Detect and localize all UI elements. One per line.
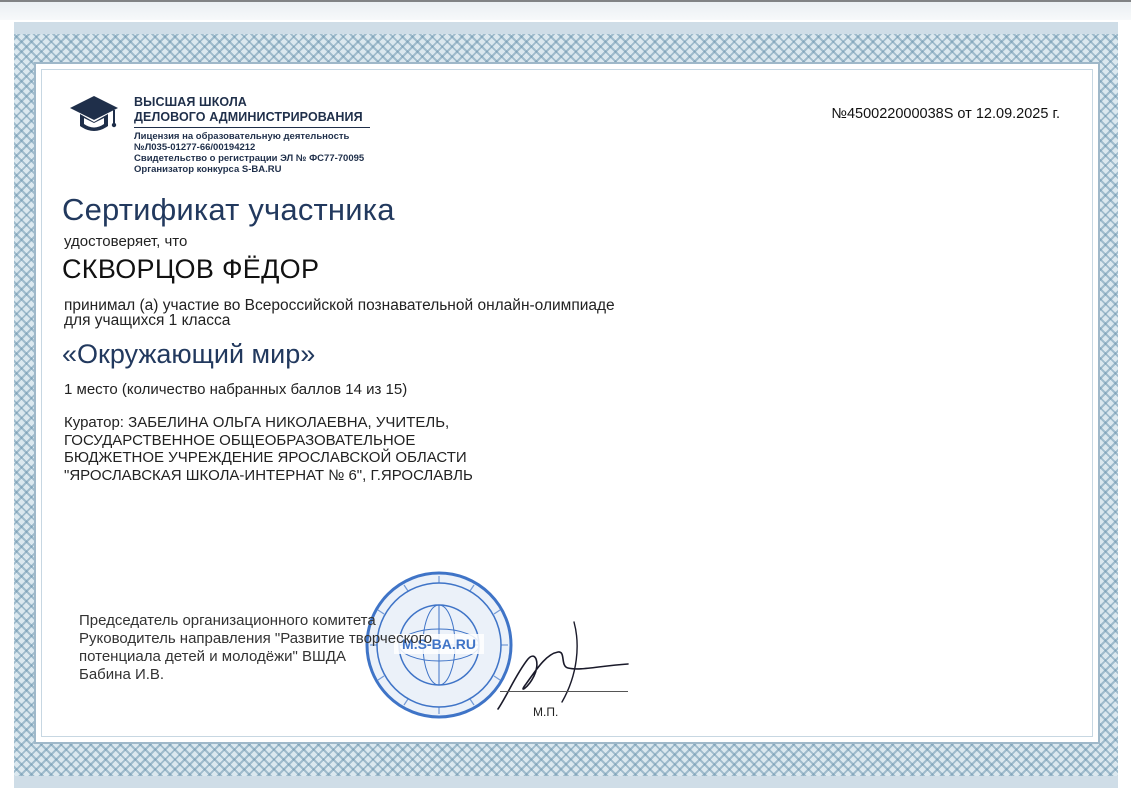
signer-name: Бабина И.В. — [79, 666, 165, 683]
certificate-number: №450022000038S от 12.09.2025 г. — [831, 106, 1060, 122]
signature-line — [500, 691, 628, 692]
signer-position: Председатель организационного комитета — [79, 612, 376, 629]
organizer-text: Организатор конкурса S-BA.RU — [134, 164, 282, 175]
curator-line: "ЯРОСЛАВСКАЯ ШКОЛА-ИНТЕРНАТ № 6", Г.ЯРОСЛАВЛЬ — [64, 466, 473, 484]
graduation-cap-icon — [68, 92, 120, 140]
seal-place-label: М.П. — [533, 705, 559, 719]
participation-line: принимал (а) участие во Всероссийской познавательной онлайн-олимпиаде — [64, 297, 615, 314]
curator-line: БЮДЖЕТНОЕ УЧРЕЖДЕНИЕ ЯРОСЛАВСКОЙ ОБЛАСТИ — [64, 449, 467, 466]
participation-line: для учащихся 1 класса — [64, 312, 231, 329]
organization-details — [134, 131, 364, 175]
certificate-title: Сертификат участника — [62, 192, 395, 227]
curator-line: ГОСУДАРСТВЕННОЕ ОБЩЕОБРАЗОВАТЕЛЬНОЕ — [64, 431, 416, 449]
handwritten-signature — [488, 614, 638, 724]
curator-line: Куратор: ЗАБЕЛИНА ОЛЬГА НИКОЛАЕВНА, УЧИТЕЛЬ, — [64, 414, 450, 431]
organization-name — [134, 95, 363, 125]
organization-name-line: ДЕЛОВОГО АДМИНИСТРИРОВАНИЯ — [134, 110, 363, 124]
license-number: №Л035-01277-66/00194212 — [134, 142, 256, 153]
organization-name-line: ВЫСШАЯ ШКОЛА — [134, 95, 247, 109]
scan-edge — [0, 0, 1131, 20]
signer-position: Руководитель направления "Развитие творческого — [79, 630, 433, 647]
participation-text — [64, 298, 824, 328]
stamp-text: M.S-BA.RU — [402, 636, 476, 652]
signer-position: потенциала детей и молодёжи" ВШДА — [79, 648, 346, 665]
frame-stripe-top — [14, 22, 1118, 34]
olympiad-subject: «Окружающий мир» — [62, 339, 316, 369]
participant-name: СКВОРЦОВ ФЁДОР — [62, 254, 320, 284]
license-text: Лицензия на образовательную деятельность — [134, 131, 350, 142]
organization-divider — [134, 127, 370, 128]
signer-block — [79, 612, 432, 684]
registration-text: Свидетельство о регистрации ЭЛ № ФС77-70095 — [134, 153, 365, 164]
curator-block — [64, 414, 624, 484]
frame-stripe-bottom — [14, 776, 1118, 788]
result-text: 1 место (количество набранных баллов 14 из 15) — [64, 381, 408, 398]
certifies-text: удостоверяет, что — [64, 233, 188, 250]
